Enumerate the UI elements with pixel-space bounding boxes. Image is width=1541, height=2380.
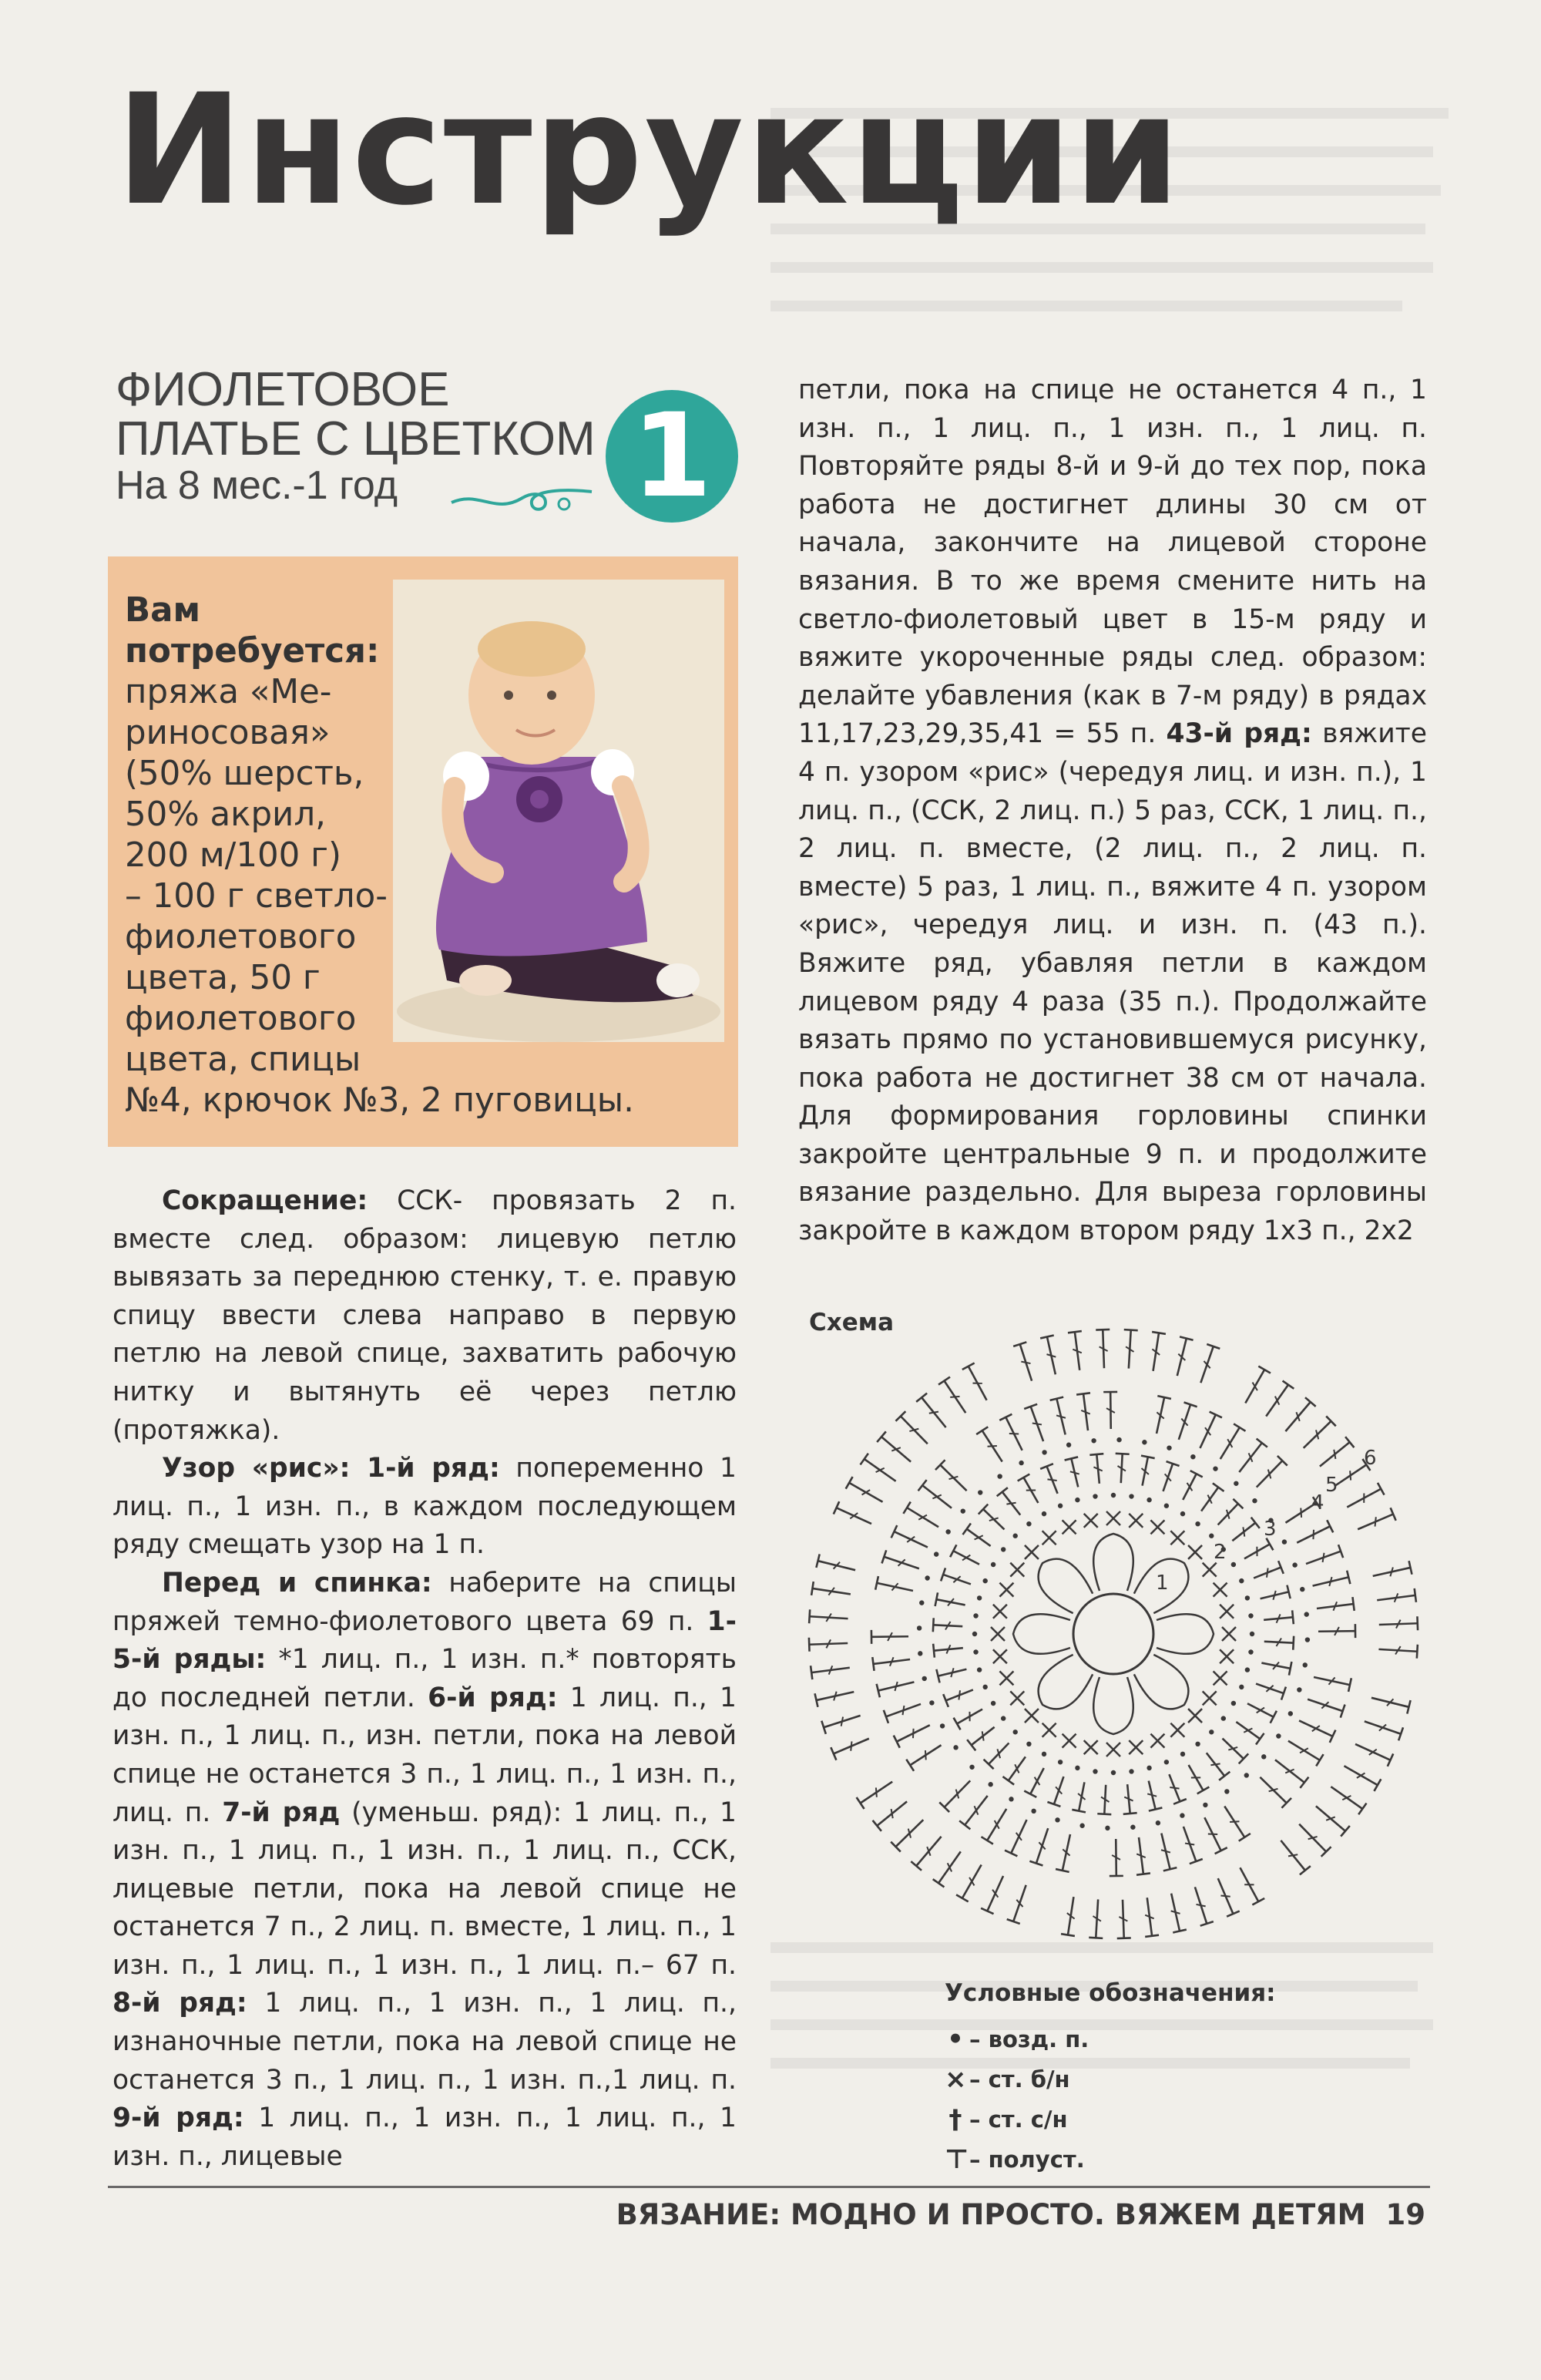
double-crochet-bar: [1170, 1787, 1179, 1789]
chain-stitch-dot: [1058, 1504, 1063, 1508]
double-crochet-bar: [1350, 1471, 1351, 1480]
double-crochet-top: [846, 1477, 853, 1489]
double-crochet-top: [1024, 1791, 1036, 1797]
double-crochet-top: [903, 1502, 910, 1514]
project-number-badge: 1: [606, 390, 738, 523]
chain-stitch-dot: [1209, 1730, 1214, 1734]
chain-stitch-dot: [1190, 1454, 1195, 1459]
double-crochet-bar: [841, 1717, 843, 1726]
decorative-swirl-icon: [448, 475, 595, 521]
chain-stitch-dot: [997, 1474, 1002, 1478]
double-crochet-top: [1352, 1597, 1354, 1611]
row-8-label: 8-й ряд:: [112, 1988, 247, 2019]
page-footer: [616, 2198, 1425, 2231]
chain-stitch-dot: [973, 1649, 978, 1654]
chain-stitch-dot: [978, 1490, 982, 1494]
inner-petal: [1013, 1614, 1070, 1654]
chain-stitch-dot: [983, 1685, 988, 1689]
double-crochet-top: [1123, 1813, 1137, 1814]
chain-stitch-dot: [1129, 1769, 1133, 1773]
chain-stitch-dot: [1297, 1687, 1301, 1692]
diagram-label: Схема: [809, 1309, 895, 1336]
row-9-text: 1 лиц. п., 1 изн. п., 1 лиц. п., 1 изн. п., лицевые: [112, 2103, 737, 2172]
round-number-label: 5: [1325, 1474, 1338, 1497]
double-crochet-top: [1018, 1474, 1030, 1481]
legend-title: Условные обозначения:: [945, 1979, 1276, 2007]
double-crochet-bar: [1185, 1844, 1194, 1845]
chain-stitch-dot: [1156, 1820, 1160, 1825]
double-crochet-top: [1251, 1518, 1260, 1528]
chain-stitch-dot: [1239, 1685, 1244, 1689]
double-crochet-bar: [1375, 1517, 1376, 1526]
chain-stitch-dot: [1276, 1733, 1281, 1738]
chain-stitch-dot: [983, 1578, 988, 1583]
chain-stitch-dot: [1116, 1437, 1121, 1442]
crochet-flower-diagram: [794, 1310, 1433, 1958]
double-crochet-top: [1152, 1332, 1166, 1334]
legend-item-label: – возд. п.: [969, 2026, 1089, 2052]
double-crochet-bar: [1230, 1821, 1239, 1822]
chain-stitch-dot: [925, 1575, 929, 1580]
inner-petal: [1093, 1677, 1133, 1734]
page-number: 19: [1385, 2198, 1425, 2231]
chain-stitch-dot: [969, 1765, 974, 1770]
chain-stitch-dot: [1055, 1817, 1059, 1822]
legend-item-label: – ст. с/н: [969, 2106, 1068, 2133]
double-crochet-top: [1358, 1803, 1366, 1815]
front-back-paragraph: [112, 1565, 737, 2177]
row-8-text: 1 лиц. п., 1 изн. п., 1 лиц. п., изнаночные петли, пока на левой спице не останется 3 п., 1 лиц. п., 1 изн. п.,1 лиц. п.: [112, 1988, 737, 2096]
double-crochet-top: [1072, 1810, 1086, 1812]
chain-stitch-dot: [917, 1625, 922, 1630]
double-crochet-top: [857, 1797, 865, 1809]
project-age: На 8 мес.-1 год: [116, 463, 398, 508]
chain-stitch-dot: [1042, 1752, 1046, 1756]
double-crochet-top: [1234, 1424, 1245, 1430]
chain-stitch-dot: [1142, 1440, 1147, 1444]
double-crochet-top: [1213, 1483, 1224, 1491]
legend-item-label: – полуст.: [969, 2146, 1085, 2173]
chain-stitch-dot: [977, 1667, 982, 1672]
rows-1-5-text: *1 лиц. п., 1 изн. п.* повторять до последней петли.: [112, 1644, 737, 1713]
chain-stitch-dot: [1213, 1466, 1217, 1471]
double-crochet-top: [1089, 1454, 1103, 1455]
chain-stitch-dot: [991, 1701, 995, 1706]
project-title-line-2: ПЛАТЬЕ С ЦВЕТКОМ: [116, 412, 596, 466]
chain-stitch-dot: [934, 1551, 938, 1556]
chain-stitch-dot: [1231, 1562, 1236, 1567]
chain-stitch-dot: [1282, 1539, 1287, 1544]
materials-line: 200 м/100 г): [125, 836, 342, 875]
double-crochet-bar: [925, 1750, 926, 1760]
double-crochet-top: [938, 1377, 950, 1385]
double-crochet-bar: [913, 1729, 914, 1738]
rows-1-5-label: 1-5-й ряды:: [112, 1605, 737, 1676]
chain-stitch-dot: [1009, 1797, 1013, 1801]
double-crochet-top: [1292, 1610, 1294, 1624]
double-crochet-top: [1239, 1834, 1251, 1841]
chain-stitch-dot: [1111, 1493, 1116, 1498]
chain-stitch-dot: [1079, 1824, 1084, 1828]
double-crochet-top: [1348, 1678, 1351, 1692]
materials-heading-line-2: потребуется:: [125, 632, 380, 671]
chain-stitch-dot: [1042, 1511, 1046, 1516]
double-crochet-top: [1378, 1483, 1385, 1495]
chain-stitch-dot: [940, 1723, 945, 1728]
double-crochet-top: [861, 1454, 868, 1465]
chain-stitch-dot: [1303, 1662, 1308, 1667]
double-crochet-top: [1417, 1616, 1418, 1630]
round-number-label: 6: [1364, 1447, 1377, 1470]
double-crochet-top: [997, 1488, 1008, 1496]
double-crochet-top: [962, 1363, 975, 1370]
double-crochet-top: [811, 1666, 812, 1679]
chain-stitch-dot: [1203, 1803, 1207, 1807]
chain-stitch-dot: [1013, 1534, 1018, 1538]
rice-pattern-paragraph: [112, 1450, 737, 1565]
double-crochet-bar: [1210, 1763, 1220, 1765]
row-6-label: 6-й ряд:: [428, 1682, 558, 1713]
chain-stitch-dot: [1130, 1825, 1135, 1830]
materials-line: риносовая»: [125, 714, 331, 752]
front-back-label: Перед и спинка:: [162, 1567, 432, 1598]
materials-line: – 100 г светло-: [125, 877, 388, 916]
chain-stitch-dot: [1066, 1443, 1071, 1447]
chain-stitch-dot: [1261, 1754, 1266, 1759]
double-crochet-top: [1136, 1873, 1150, 1874]
chain-stitch-dot: [1147, 1498, 1151, 1502]
materials-line: цвета, спицы: [125, 1040, 361, 1079]
chain-stitch-dot: [1250, 1632, 1254, 1636]
double-crochet-top: [1061, 1934, 1075, 1936]
double-crochet-bar: [988, 1446, 997, 1447]
materials-line: цвета, 50 г: [125, 959, 321, 997]
double-crochet-top: [811, 1582, 814, 1595]
double-crochet-bar: [1047, 1479, 1056, 1481]
chain-stitch-dot: [1248, 1613, 1253, 1618]
double-crochet-top: [875, 1576, 878, 1590]
double-crochet-top: [967, 1740, 975, 1750]
chain-stitch-dot: [1288, 1711, 1293, 1716]
double-crochet-top: [933, 1618, 934, 1632]
double-crochet-top: [1257, 1439, 1267, 1447]
double-crochet-top: [809, 1638, 810, 1652]
double-crochet-top: [1289, 1662, 1291, 1676]
legend-item-slip-stitch: [945, 2140, 1276, 2180]
chain-stitch-dot: [1091, 1438, 1096, 1443]
double-crochet-top: [872, 1657, 874, 1671]
rice-pattern-text: попеременно 1 лиц. п., 1 изн. п., в каждом последующем ряду смещать узор на 1 п.: [112, 1453, 737, 1561]
row-6-text: 1 лиц. п., 1 изн. п., 1 лиц. п., изн. петли, пока на левой спице не останется 3 п., 1 лиц. п., 1 изн. п., лиц. п.: [112, 1682, 737, 1828]
materials-text: [125, 590, 734, 1121]
double-crochet-top: [1141, 1456, 1155, 1458]
double-crochet-top: [1271, 1711, 1277, 1723]
double-crochet-top: [976, 1427, 988, 1434]
chain-stitch-dot: [1300, 1587, 1304, 1592]
double-crochet-bar: [1323, 1553, 1324, 1562]
chain-stitch-dot: [1019, 1461, 1023, 1465]
chain-stitch-dot: [961, 1508, 965, 1513]
double-crochet-bar: [1006, 1503, 1016, 1504]
chain-stitch-dot: [1244, 1773, 1249, 1777]
double-crochet-dagger-icon: †: [948, 2104, 962, 2135]
project-title-line-1: ФИОЛЕТОВОЕ: [116, 363, 450, 416]
legend-item-double-crochet: [945, 2099, 1276, 2140]
materials-line: №4, крючок №3, 2 пуговицы.: [125, 1081, 634, 1120]
double-crochet-top: [1258, 1366, 1271, 1373]
double-crochet-top: [950, 1545, 956, 1557]
right-column-paragraph: [798, 371, 1427, 1251]
chain-stitch-dot: [1248, 1649, 1253, 1654]
double-crochet-top: [1300, 1777, 1308, 1788]
chain-stitch-dot: [1292, 1562, 1297, 1567]
double-crochet-bar: [1021, 1362, 1030, 1363]
double-crochet-top: [1190, 1471, 1203, 1477]
double-crochet-top: [1219, 1772, 1230, 1780]
double-crochet-bar: [929, 1412, 938, 1414]
double-crochet-top: [1157, 1396, 1171, 1399]
left-text-column: [112, 1182, 737, 2176]
chain-stitch-dot: [1224, 1789, 1229, 1793]
chain-stitch-dot: [1231, 1701, 1236, 1706]
chain-stitch-dot: [1075, 1498, 1079, 1502]
chain-stitch-dot: [1031, 1809, 1036, 1814]
double-crochet-top: [906, 1760, 914, 1771]
double-crochet-top: [1002, 1777, 1014, 1784]
chain-stitch-dot: [1013, 1730, 1018, 1734]
chain-stitch-dot: [945, 1529, 950, 1534]
chain-stitch-dot: [1001, 1716, 1006, 1720]
chain-stitch-dot: [1058, 1760, 1063, 1764]
legend-item-chain: [945, 2019, 1276, 2059]
magazine-name: ВЯЗАНИЕ: МОДНО И ПРОСТО. ВЯЖЕМ ДЕТЯМ: [616, 2198, 1366, 2231]
chain-stitch-dot: [1147, 1766, 1151, 1770]
chain-stitch-dot: [1239, 1578, 1244, 1583]
chain-stitch-dot: [1234, 1481, 1238, 1486]
front-back-text: наберите на спицы пряжей темно-фиолетового цвета 69 п.: [112, 1567, 737, 1637]
double-crochet-top: [1316, 1754, 1323, 1766]
chain-stitch-dot: [1195, 1521, 1200, 1526]
materials-line: фиолетового: [125, 1000, 357, 1038]
legend-item-label: – ст. б/н: [969, 2066, 1070, 2093]
chain-stitch-dot: [1305, 1637, 1310, 1642]
chain-stitch-dot: [1195, 1742, 1200, 1746]
double-crochet-bar: [982, 1731, 984, 1740]
double-crochet-top: [1415, 1588, 1416, 1602]
double-crochet-top: [935, 1592, 938, 1606]
chain-stitch-dot: [991, 1562, 995, 1567]
double-crochet-top: [954, 1718, 961, 1730]
chain-stitch-dot: [1164, 1504, 1169, 1508]
double-crochet-top: [933, 1644, 935, 1658]
round-number-label: 4: [1311, 1491, 1324, 1514]
chain-stitch-dot: [918, 1651, 922, 1656]
round-number-label: 2: [1214, 1541, 1227, 1564]
double-crochet-bar: [1267, 1568, 1268, 1577]
double-crochet-top: [959, 1820, 970, 1829]
double-crochet-bar: [876, 1787, 877, 1797]
double-crochet-bar: [902, 1706, 904, 1715]
right-text-column: [798, 371, 1427, 1251]
double-crochet-top: [1068, 1331, 1082, 1333]
row-7-label: 7-й ряд: [222, 1797, 341, 1828]
double-crochet-top: [1252, 1898, 1264, 1905]
chain-stitch-dot: [1111, 1770, 1116, 1775]
double-crochet-bar: [1197, 1904, 1206, 1906]
double-crochet-top: [1283, 1381, 1294, 1389]
chain-stitch-dot: [1042, 1450, 1046, 1454]
materials-heading-line-1: Вам: [125, 591, 201, 630]
legend-item-single-crochet: [945, 2059, 1276, 2099]
chain-stitch-dot: [919, 1600, 924, 1605]
round-number-label: 1: [1156, 1572, 1169, 1595]
abbreviation-text: ССК- провязать 2 п. вместе след. образом: лицевую петлю вывязать за переднюю стенку, т. е. правую спицу ввести слева направо в первую петлю на левой спице, захватить рабочую нитку и вытянуть её через петлю (протяжка).: [112, 1185, 737, 1446]
double-crochet-top: [1145, 1935, 1159, 1937]
row-43-label: 43-й ряд:: [1166, 718, 1312, 750]
chain-stitch-dot: [1093, 1494, 1097, 1498]
double-crochet-bar: [1334, 1450, 1335, 1459]
chain-stitch-dot: [1026, 1521, 1031, 1526]
inner-petal: [1157, 1614, 1214, 1654]
materials-line: (50% шерсть,: [125, 755, 364, 793]
double-crochet-top: [1374, 1779, 1381, 1791]
materials-line: фиолетового: [125, 918, 357, 956]
slip-stitch-tee-icon: ⊤: [945, 2144, 969, 2175]
double-crochet-top: [1417, 1645, 1418, 1659]
double-crochet-bar: [1032, 1423, 1042, 1424]
inner-petal: [1093, 1534, 1133, 1591]
double-crochet-bar: [959, 1690, 960, 1699]
double-crochet-bar: [1313, 1530, 1314, 1539]
row-7-text: (уменьш. ряд): 1 лиц. п., 1 изн. п., 1 лиц. п., 1 изн. п., 1 лиц. п., ССК, лицевые петли, пока на левой спице не останется 7 п., 2 лиц. п. вместе, 1 лиц. п., 1 изн. п., 1 лиц. п., 1 изн. п., 1 лиц. п.– 67 п.: [112, 1797, 737, 1981]
double-crochet-bar: [1220, 1896, 1230, 1897]
chain-stitch-dot: [1252, 1498, 1257, 1503]
chain-stitch-dot: [1209, 1534, 1214, 1538]
round-number-label: 3: [1264, 1518, 1277, 1541]
chain-stitch-dot: [1180, 1813, 1184, 1817]
chain-stitch-dot: [1304, 1612, 1309, 1616]
chain-stitch-dot-icon: •: [947, 2024, 964, 2055]
abbreviation-paragraph: [112, 1182, 737, 1450]
center-ring: [1073, 1594, 1153, 1674]
double-crochet-top: [1076, 1393, 1090, 1394]
right-text-2: вяжите 4 п. узором «рис» (чередуя лиц. и изн. п.), 1 лиц. п., (ССК, 2 лиц. п.) 5 раз, ССК, 1 лиц. п., 2 лиц. п. вместе, (2 лиц. п., 2 лиц. п. вместе) 5 раз, 1 лиц. п., вяжите 4 п. узором «рис», чередуя лиц. и изн. п. (43 п.). Вяжите ряд, убавляя петли в каждом лицевом ряду 4 раза (35 п.). Продолжайте вязать прямо по установившемуся рисунку, пока работа не достигнет 38 см от начала. Для формирования горловины спинки закройте центральные 9 п. и продолжите вязание раздельно. Для выреза горловины закройте в каждом втором ряду 1х3 п., 2х2: [798, 718, 1427, 1247]
chain-stitch-dot: [1026, 1742, 1031, 1746]
chain-stitch-dot: [1075, 1766, 1079, 1770]
chain-stitch-dot: [972, 1632, 977, 1636]
chain-stitch-dot: [1129, 1494, 1133, 1498]
chain-stitch-dot: [1245, 1595, 1250, 1600]
double-crochet-top: [1056, 1869, 1069, 1872]
double-crochet-top: [1197, 1787, 1210, 1793]
rice-pattern-label: Узор «рис»: 1-й ряд:: [162, 1453, 500, 1484]
chain-stitch-dot: [1105, 1826, 1110, 1830]
double-crochet-bar: [1288, 1854, 1298, 1856]
double-crochet-top: [933, 1879, 945, 1887]
double-crochet-top: [1293, 1636, 1294, 1650]
chain-stitch-dot: [977, 1595, 982, 1600]
double-crochet-top: [809, 1609, 810, 1623]
double-crochet-bar: [1243, 1527, 1244, 1536]
chain-stitch-dot: [1167, 1445, 1171, 1450]
chain-stitch-dot: [922, 1676, 927, 1681]
footer-rule: [108, 2186, 1430, 2188]
chain-stitch-dot: [1093, 1769, 1097, 1773]
right-text-1: петли, пока на спице не останется 4 п., 1 изн. п., 1 лиц. п., 1 изн. п., 1 лиц. п. Повторяйте ряды 8-й и 9-й до тех пор, пока работа не достигнет длины 30 см от начала, закончите на лицевой стороне вязания. В то же время смените нить на светло-фиолетовый цвет в 15-м ряду и вяжите укороченные ряды след. образом: делайте убавления (как в 7-м ряду) в рядах 11,17,23,29,35,41 = 55 п.: [798, 375, 1427, 750]
double-crochet-top: [1256, 1733, 1264, 1745]
chain-stitch-dot: [1221, 1716, 1226, 1720]
chain-stitch-dot: [1180, 1511, 1185, 1516]
chain-stitch-dot: [1180, 1752, 1185, 1756]
single-crochet-cross-icon: ×: [945, 2064, 967, 2095]
chain-stitch-dot: [1164, 1760, 1169, 1764]
chain-stitch-dot: [1001, 1547, 1006, 1551]
chain-stitch-dot: [973, 1613, 978, 1618]
chain-stitch-dot: [929, 1700, 934, 1705]
row-9-label: 9-й ряд:: [112, 2103, 244, 2134]
materials-line: 50% акрил,: [125, 795, 326, 834]
double-crochet-top: [982, 1837, 993, 1844]
double-crochet-top: [956, 1894, 969, 1901]
materials-line: пряжа «Ме-: [125, 673, 332, 711]
double-crochet-bar: [891, 1809, 893, 1818]
page-title: Инструкции: [116, 61, 1183, 239]
chain-stitch-dot: [953, 1745, 958, 1750]
double-crochet-top: [918, 1480, 927, 1491]
chain-stitch-dot: [1245, 1667, 1250, 1672]
chain-stitch-dot: [988, 1782, 992, 1787]
abbreviation-label: Сокращение:: [162, 1185, 368, 1216]
double-crochet-top: [962, 1523, 970, 1535]
legend: [945, 1978, 1276, 2180]
